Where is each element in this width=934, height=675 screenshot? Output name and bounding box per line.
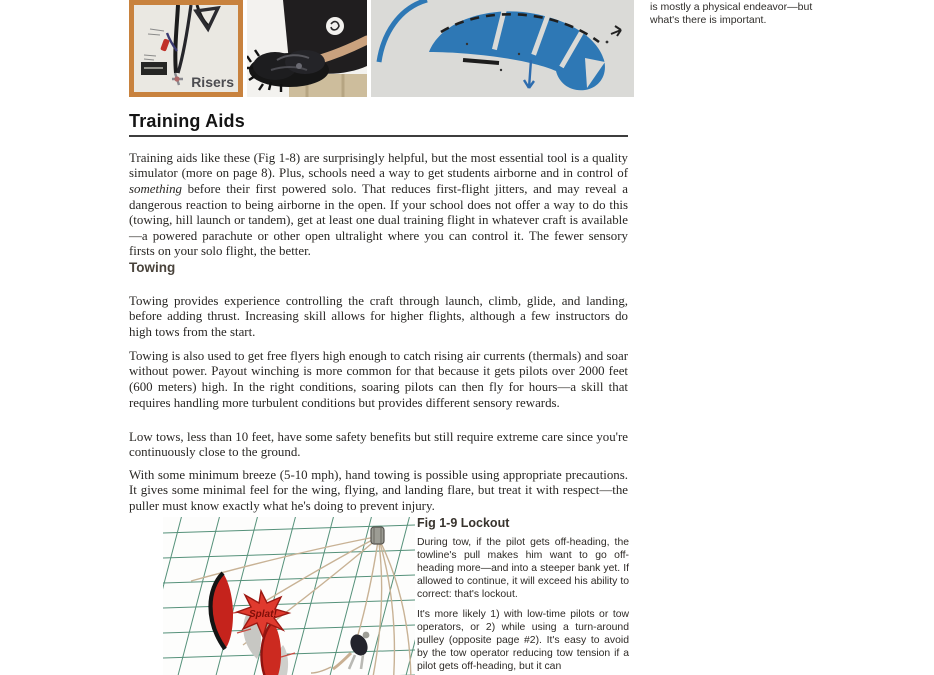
towing-paragraph-1: Towing provides experience controlling the craft through launch, climb, glide, and landing, before adding thrust. Increasing skill allows for higher flights, although a few instructors do high tows from the start. <box>129 293 628 340</box>
splat-label: Splat! <box>249 609 277 620</box>
fig-1-9-caption <box>417 516 629 675</box>
person-holding-packed-wing-photo <box>247 0 367 97</box>
risers-photo <box>129 0 243 97</box>
training-aids-photo-strip <box>129 0 628 97</box>
fig-1-9-title: Fig 1-9 Lockout <box>417 516 510 530</box>
fig-1-9-paragraph-1: During tow, if the pilot gets off-heading, the towline's pull makes him want to go off-heading more—and into a steeper bank yet. If allowed to continue, it will exceed his ability to correct: that's lockout. <box>417 537 629 600</box>
person-illustration <box>247 0 367 97</box>
paragraph-text: Training aids like these (Fig 1-8) are surprisingly helpful, but the most essential tool is a quality simulator (more on page 8). Plus, schools need a way to get students airborne and in control of <box>129 150 628 181</box>
towing-paragraph-2: Towing is also used to get free flyers high enough to catch rising air currents (thermals) and soar without power. Payout winching is more common for that because it gets pilots over 2000 feet (600 meters) high. In the right conditions, soaring pilots can then fly for hours—a skill that requires handling more turbulent conditions but provides different sensory rewards. <box>129 348 628 410</box>
lockout-drawing <box>163 517 415 675</box>
sidebar-note: is mostly a physical endeavor—but what's there is important. <box>650 1 813 26</box>
fig-1-9-paragraph-2: It's more likely 1) with low-time pilots or tow operators, or 2) while using a turn-around pulley (opposite page #2). It's easy to avoid by the tow operator reducing tow tension if a pilot gets off-heading, but it can <box>417 609 629 672</box>
paragraph-text: before their first powered solo. That reduces first-flight jitters, and may reveal a dangerous reaction to being airborne in the open. If your school does not offer a way to do this (towing, hill launch or tandem), get at least one dual training flight in whatever craft is available—a powered parachute or other open ultralight where you can control it. The fewer sensory firsts on your solo flight, the better. <box>129 182 628 259</box>
section-title-training-aids: Training Aids <box>129 111 628 137</box>
whiteboard-illustration <box>371 0 634 97</box>
towing-paragraph-3: Low tows, less than 10 feet, have some safety benefits but still require extreme care since you're continuously close to the ground. <box>129 429 628 460</box>
pulley <box>371 527 384 544</box>
subsection-title-towing: Towing <box>129 260 176 275</box>
italic-word: something <box>129 182 182 197</box>
training-aids-paragraph <box>129 151 628 260</box>
whiteboard-wing-diagram-photo <box>371 0 634 97</box>
towing-paragraph-4: With some minimum breeze (5-10 mph), hand towing is possible using appropriate precautions. It gives some minimal feel for the wing, flying, and landing flare, but treat it with respect—the puller must know exactly what he's doing to prevent injury. <box>129 467 628 514</box>
fig-1-9-lockout-illustration <box>163 517 415 675</box>
locked-out-wing-upper <box>211 573 234 649</box>
risers-caption-label: Risers <box>191 74 234 90</box>
